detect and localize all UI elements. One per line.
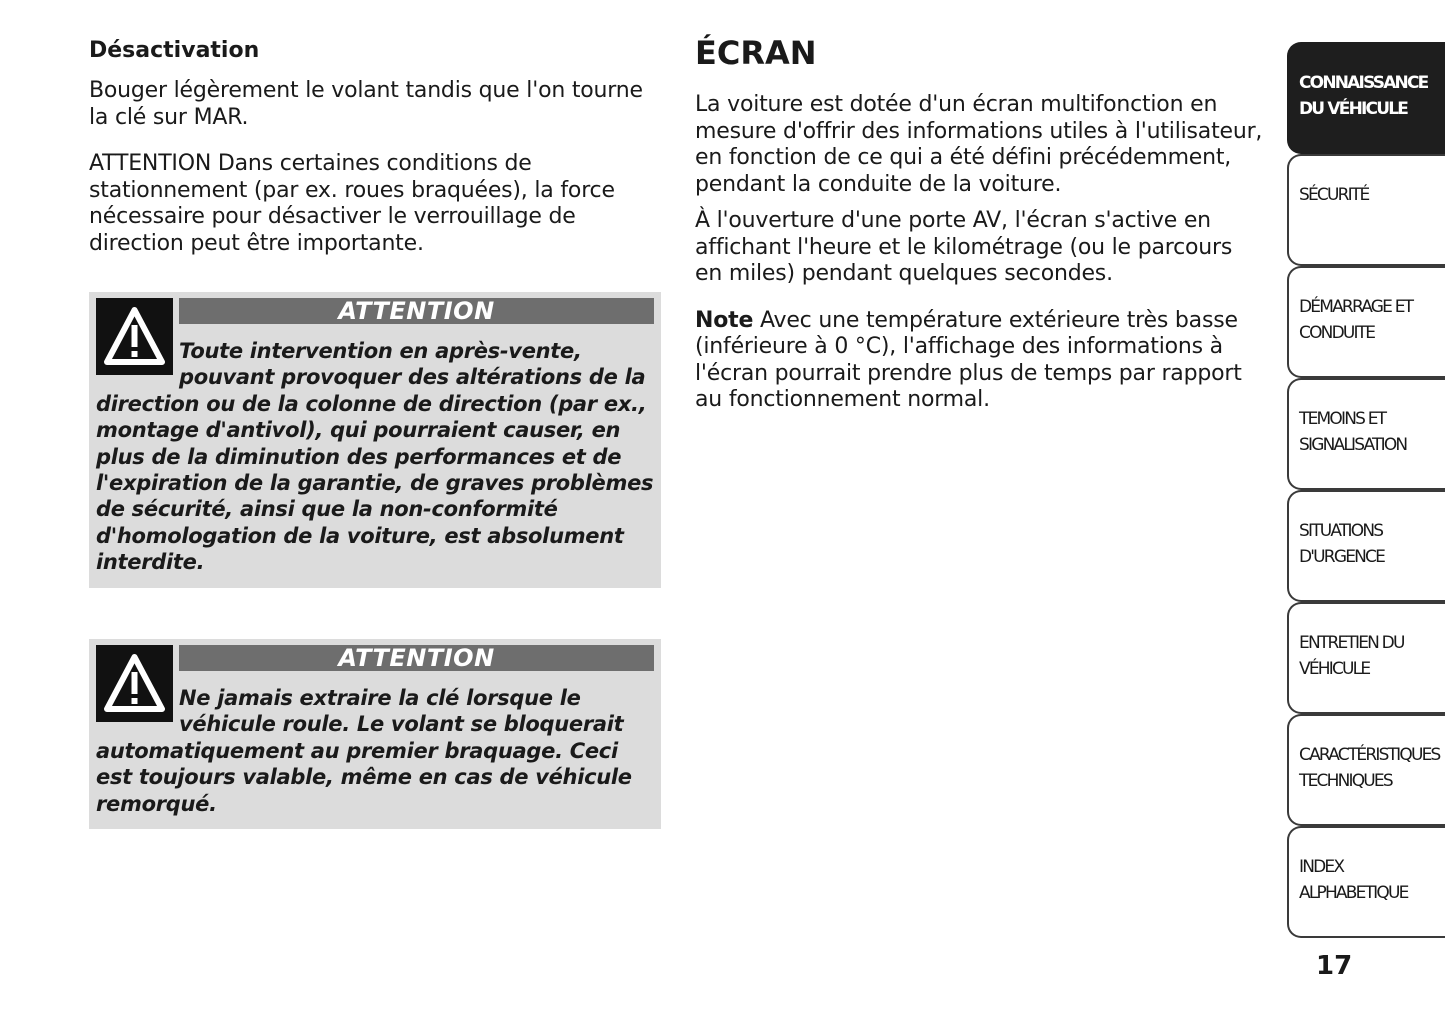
note-paragraph xyxy=(695,308,1263,414)
tab-label-line2: CONDUITE xyxy=(1299,323,1375,343)
tab-label-line1: CARACTÉRISTIQUES xyxy=(1299,745,1440,765)
tab-label-line2: D'URGENCE xyxy=(1299,547,1385,567)
tab-label-line2: SIGNALISATION xyxy=(1299,435,1407,455)
tab-label-line2: ALPHABETIQUE xyxy=(1299,883,1408,903)
paragraph: ATTENTION Dans certaines conditions de stationnement (par ex. roues braquées), la force nécessaire pour désactiver le verrouillage de direction peut être importante. xyxy=(89,151,615,256)
tab-temoins-et-signalisation[interactable] xyxy=(1287,378,1445,490)
tab-label-line2: VÉHICULE xyxy=(1299,659,1370,679)
tab-index-alphabetique[interactable] xyxy=(1287,826,1445,938)
warning-text: Toute intervention en après-vente, pouvant provoquer des altérations de la direction ou de la colonne de direction (par ex., montage d'antivol), qui pourraient causer, en plus de la diminution des performances et de l'expiration de la garantie, de graves problèmes de sécurité, ainsi que la non-conformité d'homologation de la voiture, est absolument interdite. xyxy=(96,339,654,575)
right-column xyxy=(695,34,1263,424)
tab-label-line1: DÉMARRAGE ET xyxy=(1299,297,1413,317)
left-column xyxy=(89,36,661,267)
tab-label-line1: SITUATIONS xyxy=(1299,521,1383,541)
tab-connaissance-du-vehicule[interactable] xyxy=(1287,42,1445,154)
page-number: 17 xyxy=(1316,951,1353,981)
tab-label-line1: CONNAISSANCE xyxy=(1299,73,1428,93)
tab-securite[interactable] xyxy=(1287,154,1445,266)
note-text: Avec une température extérieure très basse (inférieure à 0 °C), l'affichage des informations à l'écran pourrait prendre plus de temps par rapport au fonctionnement normal. xyxy=(695,307,1242,412)
paragraph: La voiture est dotée d'un écran multifonction en mesure d'offrir des informations utiles à l'utilisateur, en fonction de ce qui a été défini précédemment, pendant la conduite de la voiture. xyxy=(695,92,1263,197)
tab-label-line1: TEMOINS ET xyxy=(1299,409,1386,429)
tab-label-line2: TECHNIQUES xyxy=(1299,771,1392,791)
tab-label-line1: ENTRETIEN DU xyxy=(1299,633,1404,653)
tab-caracteristiques-techniques[interactable] xyxy=(1287,714,1445,826)
tab-entretien-du-vehicule[interactable] xyxy=(1287,602,1445,714)
note-label: Note xyxy=(695,307,754,333)
warning-header: ATTENTION xyxy=(179,298,654,324)
section-subheading: Désactivation xyxy=(89,38,260,63)
tab-demarrage-et-conduite[interactable] xyxy=(1287,266,1445,378)
paragraph: Bouger légèrement le volant tandis que l'on tourne la clé sur MAR. xyxy=(89,78,643,130)
warning-header: ATTENTION xyxy=(179,645,654,671)
warning-triangle-icon xyxy=(96,645,173,722)
section-title: ÉCRAN xyxy=(695,34,817,72)
tab-situations-d-urgence[interactable] xyxy=(1287,490,1445,602)
tab-label-line1: INDEX xyxy=(1299,857,1344,877)
paragraph: À l'ouverture d'une porte AV, l'écran s'active en affichant l'heure et le kilométrage (ou le parcours en miles) pendant quelques secondes. xyxy=(695,208,1233,286)
chapter-tabs xyxy=(1287,42,1445,938)
warning-triangle-icon xyxy=(96,298,173,375)
warning-box xyxy=(89,639,661,829)
warning-text: Ne jamais extraire la clé lorsque le véhicule roule. Le volant se bloquerait automatiquement au premier braquage. Ceci est toujours valable, même en cas de véhicule remorqué. xyxy=(96,686,632,816)
tab-label-line2: DU VÉHICULE xyxy=(1299,99,1408,119)
tab-label-line1: SÉCURITÉ xyxy=(1299,185,1369,205)
warning-box xyxy=(89,292,661,588)
